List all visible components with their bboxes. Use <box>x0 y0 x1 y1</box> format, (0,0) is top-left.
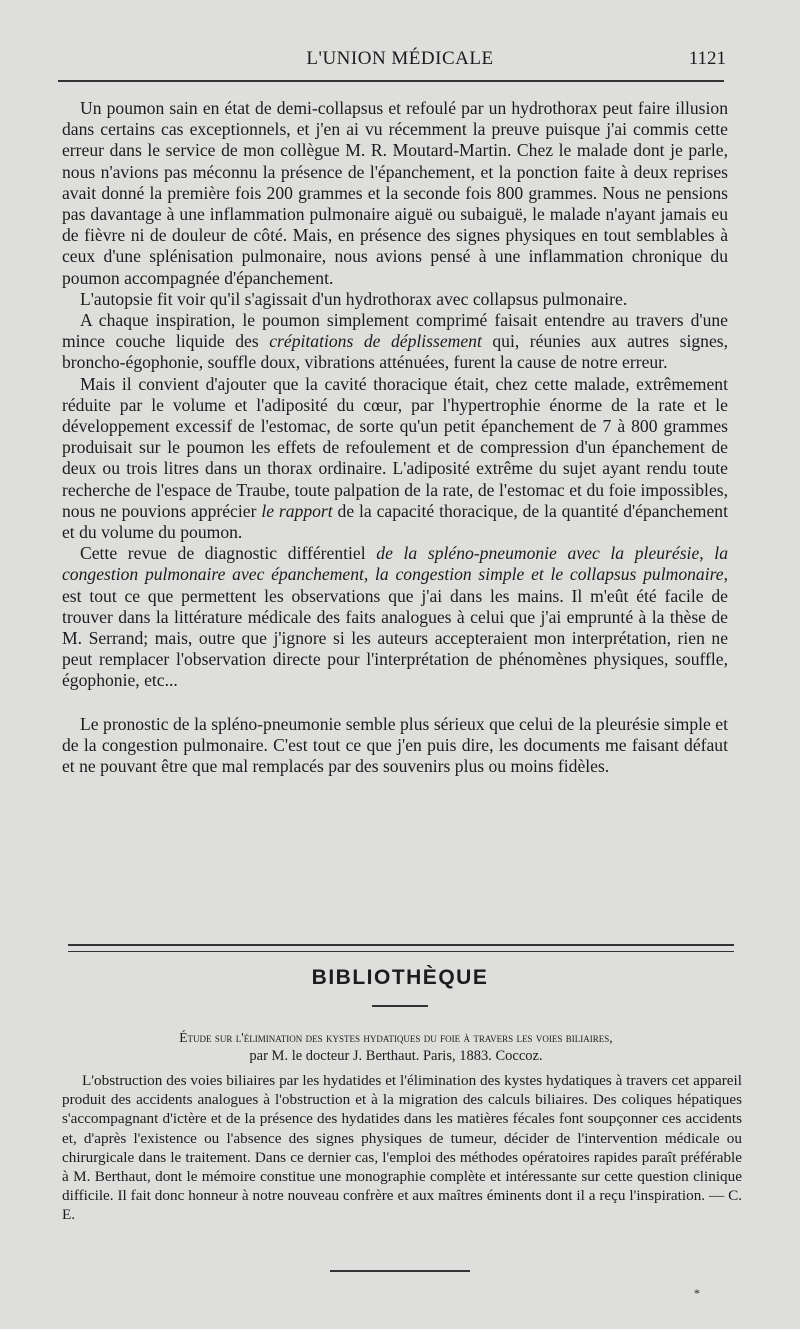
article-body <box>62 98 728 777</box>
section-divider <box>68 944 734 952</box>
paragraph-4-emphasis: le rapport <box>261 500 333 521</box>
footer-mark: * <box>694 1286 700 1300</box>
paragraph-2: L'autopsie fit voir qu'il s'agissait d'un hydrothorax avec collapsus pulmonaire. <box>80 288 628 309</box>
paragraph-5-text-end: est tout ce que permettent les observations que j'ai dans les mains. Il m'eût été facile de trouver dans la littérature médicale des faits analogues à celui que j'ai emprunté à la thèse de M. Serrand; mais, outre que j'ignore si les auteurs accepteraient mon interprétation, rien ne peut remplacer l'observation directe pour l'interprétation de phénomènes physiques, souffle, égophonie, etc... <box>62 585 728 691</box>
paragraph-6: Le pronostic de la spléno-pneumonie semble plus sérieux que celui de la pleurésie simple et de la congestion pulmonaire. C'est tout ce que j'en puis dire, les documents me faisant défaut et ne pouvant être que mal remplacés par des souvenirs plus ou moins fidèles. <box>62 713 728 777</box>
paragraph-4 <box>62 374 728 544</box>
paragraph-1: Un poumon sain en état de demi-collapsus et refoulé par un hydrothorax peut faire illusion dans certains cas exceptionnels, et j'en ai vu récemment la preuve puisque j'ai commis cette erreur dans le service de mon collègue M. R. Moutard-Martin. Chez le malade dont je parle, nous n'avions pas méconnu la présence de l'épanchement, et la ponction faite à deux reprises avait donné la première fois 200 grammes et la seconde fois 800 grammes. Nous ne pensions pas davantage à une inflammation pulmonaire aiguë ou subaiguë, le malade n'ayant jamais eu de fièvre ni de douleur de côté. Mais, en présence des signes physiques en tout semblables à ceux d'une splénisation pulmonaire, nous avions pensé à une inflammation chronique du poumon accompagnée d'épanchement. <box>62 98 728 288</box>
section-title: BIBLIOTHÈQUE <box>311 966 489 989</box>
paragraph-gap <box>62 692 728 714</box>
paragraph-3-emphasis: crépitations de déplissement <box>269 331 482 352</box>
paragraph-5-emphasis: de la spléno-pneumonie avec la pleurésie, la congestion pulmonaire avec épanchement, la congestion simple et le collapsus pulmonaire, <box>62 543 728 585</box>
end-rule <box>330 1270 470 1272</box>
book-author-line: par M. le docteur J. Berthaut. Paris, 1883. Coccoz. <box>249 1048 543 1064</box>
header-rule <box>58 80 724 82</box>
book-reference <box>58 1028 734 1066</box>
paragraph-4-text-end: de la capacité thoracique, de la quantité d'épanchement et du volume du poumon. <box>62 500 728 543</box>
running-header: L'UNION MÉDICALE <box>306 48 494 69</box>
book-review <box>62 1071 742 1225</box>
paragraph-3 <box>62 310 728 374</box>
paragraph-5 <box>62 543 728 691</box>
paragraph-5-text: Cette revue de diagnostic différentiel <box>80 543 377 564</box>
page-number: 1121 <box>688 48 726 69</box>
title-underline <box>372 1005 428 1007</box>
paragraph-3-text-end: qui, réunies aux autres signes, broncho-égophonie, souffle doux, vibrations atténuées, furent la cause de notre erreur. <box>62 331 728 373</box>
paragraph-4-text: Mais il convient d'ajouter que la cavité thoracique était, chez cette malade, extrêmement réduite par le volume et l'adiposité du cœur, par l'hypertrophie énorme de la rate et le développement excessif de l'estomac, de sorte qu'un petit épanchement de 7 à 800 grammes produisait sur le poumon les effets de refoulement et de compression d'un épanchement de deux ou trois litres dans un thorax ordinaire. L'adiposité extrême du sujet ayant rendu toute recherche de l'espace de Traube, toute palpation de la rate, de l'estomac et du foie impossibles, nous ne pouvions apprécier <box>62 373 728 521</box>
book-title-line: Étude sur l'élimination des kystes hydatiques du foie à travers les voies biliaires, <box>179 1030 613 1045</box>
paragraph-3-text: A chaque inspiration, le poumon simplement comprimé faisait entendre au travers d'une mince couche liquide des <box>62 310 728 352</box>
review-paragraph: L'obstruction des voies biliaires par les hydatides et l'élimination des kystes hydatiques à travers cet appareil produit des accidents analogues à l'obstruction et à la migration des calculs biliaires. Des coliques hépatiques s'accompagnant d'ictère et de la présence des hydatides dans les matières fécales font soupçonner ces accidents et, d'après l'existence ou l'absence des signes physiques de tumeur, décider de l'intervention médicale ou chirurgicale dans le traitement. Dans ce dernier cas, l'emploi des méthodes opératoires rapides paraît préférable à M. Berthaut, dont le mémoire constitue une monographie complète et intéressante sur cette question clinique difficile. Il fait donc honneur à notre nouveau confrère et aux maîtres éminents dont il a reçu l'inspiration. — C. E. <box>62 1072 742 1224</box>
